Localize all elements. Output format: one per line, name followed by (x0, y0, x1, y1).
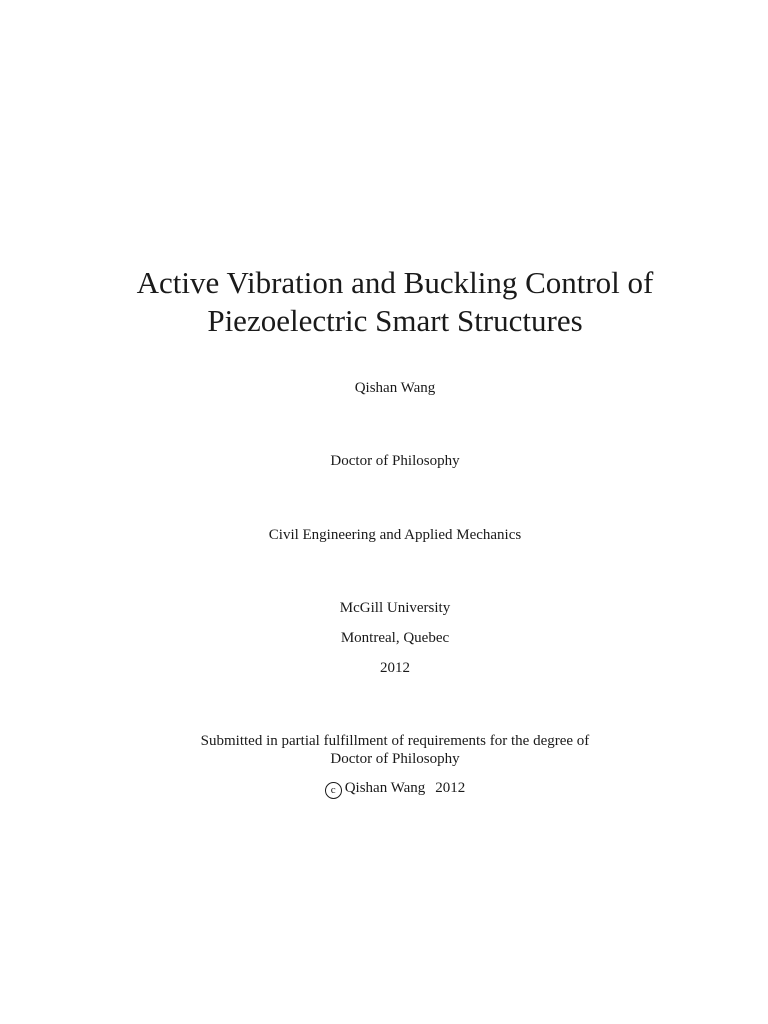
author-name: Qishan Wang (354, 380, 436, 396)
copyright-notice (0, 779, 768, 799)
copyright-icon: c (325, 782, 342, 799)
thesis-title-line-1: Active Vibration and Buckling Control of (136, 265, 654, 300)
submission-statement-line-1: Submitted in partial fulfillment of requirements for the degree of (200, 733, 590, 749)
degree-name: Doctor of Philosophy (330, 453, 460, 469)
thesis-title-line-2: Piezoelectric Smart Structures (207, 303, 583, 338)
university-location: Montreal, Quebec (340, 630, 450, 646)
department-name: Civil Engineering and Applied Mechanics (268, 527, 522, 543)
submission-statement-line-2: Doctor of Philosophy (330, 751, 460, 767)
copyright-year: 2012 (435, 780, 466, 796)
thesis-year: 2012 (380, 660, 410, 676)
university-name: McGill University (339, 600, 451, 616)
copyright-holder: Qishan Wang (344, 780, 426, 796)
